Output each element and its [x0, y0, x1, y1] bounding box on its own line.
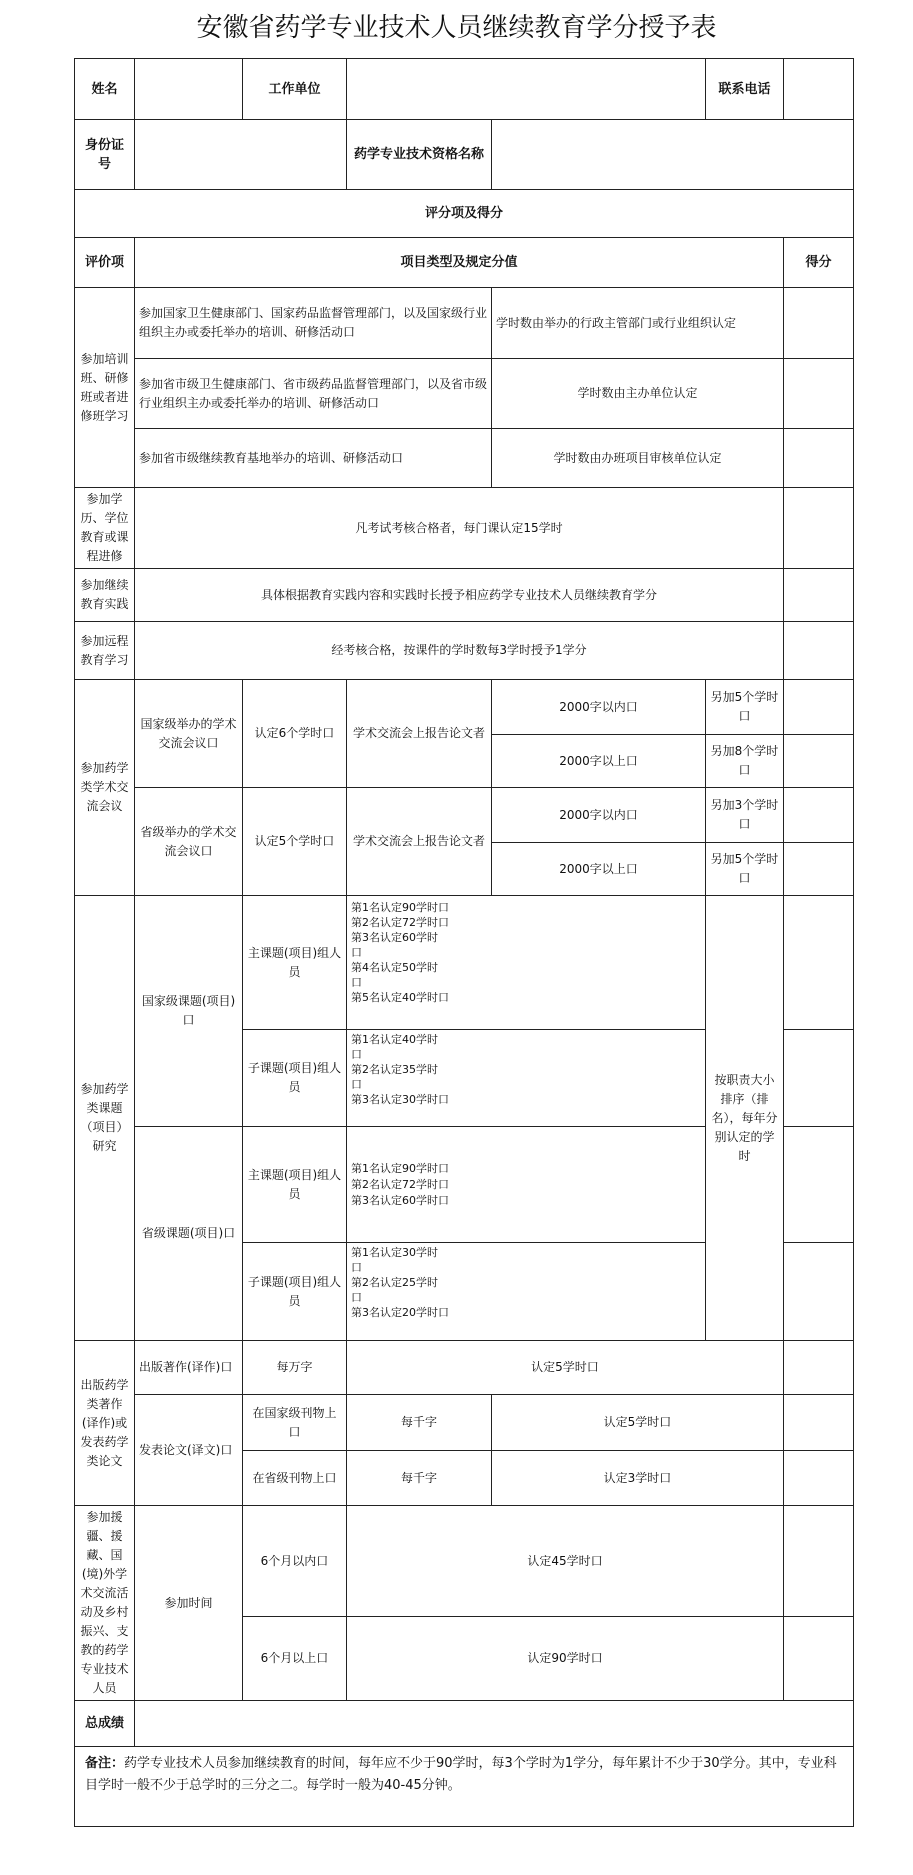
conference-provincial-credit: 认定5个学时口	[243, 788, 347, 896]
conference-national-name: 国家级举办的学术交流会议口	[135, 680, 243, 788]
score-input[interactable]	[784, 288, 854, 359]
aid-long-rule: 认定90学时口	[347, 1617, 784, 1701]
prov-journal: 在省级刊物上口	[243, 1451, 347, 1506]
name-input[interactable]	[135, 59, 243, 120]
research-label: 参加药学类课题（项目）研究	[75, 896, 135, 1341]
research-prov-sub-rule: 第1名认定30学时 口 第2名认定25学时 口 第3名认定20学时口	[347, 1243, 706, 1341]
book-rule: 认定5学时口	[347, 1341, 784, 1395]
total-input[interactable]	[135, 1701, 854, 1747]
distance-label: 参加远程教育学习	[75, 622, 135, 680]
workplace-input[interactable]	[347, 59, 706, 120]
practice-rule: 具体根据教育实践内容和实践时长授予相应药学专业技术人员继续教育学分	[135, 569, 784, 622]
training-desc: 参加省市级卫生健康部门、省市级药品监督管理部门，以及省市级行业组织主办或委托举办的培训、研修活动口	[135, 359, 492, 429]
main-group: 主课题(项目)组人员	[243, 896, 347, 1030]
score-input[interactable]	[784, 429, 854, 488]
section-title: 评分项及得分	[75, 190, 854, 238]
page-title: 安徽省药学专业技术人员继续教育学分授予表	[196, 13, 717, 43]
phone-input[interactable]	[784, 59, 854, 120]
nat-journal: 在国家级刊物上口	[243, 1395, 347, 1451]
research-nat-sub-rule: 第1名认定40学时 口 第2名认定35学时 口 第3名认定30学时口	[347, 1030, 706, 1127]
word-range: 2000字以上口	[492, 735, 706, 788]
score-input[interactable]	[784, 1127, 854, 1243]
degree-rule: 凡考试考核合格者，每门课认定15学时	[135, 488, 784, 569]
main-group: 主课题(项目)组人员	[243, 1127, 347, 1243]
score-input[interactable]	[784, 843, 854, 896]
id-input[interactable]	[135, 120, 347, 190]
note-label: 备注：	[85, 1756, 125, 1771]
extra-credit: 另加8个学时口	[706, 735, 784, 788]
score-input[interactable]	[784, 1395, 854, 1451]
score-input[interactable]	[784, 1506, 854, 1617]
score-input[interactable]	[784, 569, 854, 622]
aid-short: 6个月以内口	[243, 1506, 347, 1617]
rank-rule: 按职责大小排序（排名），每年分别认定的学时	[706, 896, 784, 1341]
score-input[interactable]	[784, 622, 854, 680]
extra-credit: 另加5个学时口	[706, 843, 784, 896]
score-input[interactable]	[784, 1030, 854, 1127]
note	[75, 1747, 854, 1827]
note-text: 药学专业技术人员参加继续教育的时间，每年应不少于90学时，每3个学时为1学分，每年累计不少于30学分。其中，专业科目学时一般不少于总学时的三分之二。每学时一般为40-45分钟。	[85, 1756, 837, 1793]
publication-label: 出版药学类著作(译作)或发表药学类论文	[75, 1341, 135, 1506]
aid-time-label: 参加时间	[135, 1506, 243, 1701]
header-row-id	[75, 120, 854, 190]
score-input[interactable]	[784, 1243, 854, 1341]
word-range: 2000字以上口	[492, 843, 706, 896]
sub-group: 子课题(项目)组人员	[243, 1243, 347, 1341]
score-input[interactable]	[784, 735, 854, 788]
research-provincial: 省级课题(项目)口	[135, 1127, 243, 1341]
workplace-label: 工作单位	[243, 59, 347, 120]
training-rule: 学时数由举办的行政主管部门或行业组织认定	[492, 288, 784, 359]
conference-label: 参加药学类学术交流会议	[75, 680, 135, 896]
score-input[interactable]	[784, 788, 854, 843]
training-desc: 参加国家卫生健康部门、国家药品监督管理部门，以及国家级行业组织主办或委托举办的培训、研修活动口	[135, 288, 492, 359]
prov-journal-rule: 认定3学时口	[492, 1451, 784, 1506]
score-input[interactable]	[784, 1341, 854, 1395]
training-label: 参加培训班、研修班或者进修班学习	[75, 288, 135, 488]
col-type-header: 项目类型及规定分值	[135, 238, 784, 288]
credit-form-table	[74, 58, 854, 1827]
conference-national-cond: 学术交流会上报告论文者	[347, 680, 492, 788]
aid-label: 参加援疆、援藏、国(境)外学术交流活动及乡村振兴、支教的药学专业技术人员	[75, 1506, 135, 1701]
extra-credit: 另加3个学时口	[706, 788, 784, 843]
nat-journal-rule: 认定5学时口	[492, 1395, 784, 1451]
header-row-name	[75, 59, 854, 120]
training-desc: 参加省市级继续教育基地举办的培训、研修活动口	[135, 429, 492, 488]
word-range: 2000字以内口	[492, 788, 706, 843]
score-input[interactable]	[784, 488, 854, 569]
total-label: 总成绩	[75, 1701, 135, 1747]
extra-credit: 另加5个学时口	[706, 680, 784, 735]
aid-short-rule: 认定45学时口	[347, 1506, 784, 1617]
research-prov-main-rule: 第1名认定90学时口 第2名认定72学时口 第3名认定60学时口	[347, 1127, 706, 1243]
practice-label: 参加继续教育实践	[75, 569, 135, 622]
training-rule: 学时数由主办单位认定	[492, 359, 784, 429]
distance-rule: 经考核合格，按课件的学时数每3学时授予1学分	[135, 622, 784, 680]
score-input[interactable]	[784, 359, 854, 429]
training-rule: 学时数由办班项目审核单位认定	[492, 429, 784, 488]
col-item-header: 评价项	[75, 238, 135, 288]
word-range: 2000字以内口	[492, 680, 706, 735]
qualification-input[interactable]	[492, 120, 854, 190]
score-input[interactable]	[784, 896, 854, 1030]
aid-long: 6个月以上口	[243, 1617, 347, 1701]
qualification-label: 药学专业技术资格名称	[347, 120, 492, 190]
score-input[interactable]	[784, 1617, 854, 1701]
id-label: 身份证号	[75, 120, 135, 190]
book-unit: 每万字	[243, 1341, 347, 1395]
sub-group: 子课题(项目)组人员	[243, 1030, 347, 1127]
degree-label: 参加学历、学位教育或课程进修	[75, 488, 135, 569]
paper-label: 发表论文(译文)口	[135, 1395, 243, 1506]
research-national: 国家级课题(项目)口	[135, 896, 243, 1127]
per-kchar: 每千字	[347, 1395, 492, 1451]
phone-label: 联系电话	[706, 59, 784, 120]
book-label: 出版著作(译作)口	[135, 1341, 243, 1395]
name-label: 姓名	[75, 59, 135, 120]
conference-provincial-name: 省级举办的学术交流会议口	[135, 788, 243, 896]
score-input[interactable]	[784, 680, 854, 735]
col-score-header: 得分	[784, 238, 854, 288]
per-kchar: 每千字	[347, 1451, 492, 1506]
conference-provincial-cond: 学术交流会上报告论文者	[347, 788, 492, 896]
score-input[interactable]	[784, 1451, 854, 1506]
research-nat-main-rule: 第1名认定90学时口 第2名认定72学时口 第3名认定60学时 口 第4名认定50学时 口 第5名认定40学时口	[347, 896, 706, 1030]
conference-national-credit: 认定6个学时口	[243, 680, 347, 788]
